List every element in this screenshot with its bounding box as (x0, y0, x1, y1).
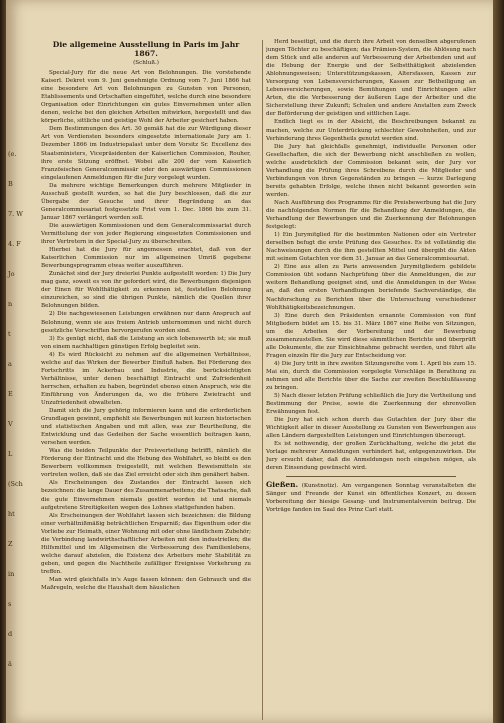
margin-note: 7. W (8, 210, 23, 218)
right-column (266, 38, 476, 718)
margin-notes (6, 0, 36, 723)
article-subtitle: (Schluß.) (133, 60, 159, 66)
paragraph: 4) Es wird Rücksicht zu nehmen auf die allgemeinen Verhältnisse, welche auf das Wirken der Bewerber Einfluß haben. Bei Förderung des Fortschritts im Ackerbau und Industrie, die berücksichtigten Verhältnisse, unter denen beschäftigt Eintracht und Zufriedenheit herrschen, erhalten zu haben, begründet ebenso einen Anspruch, wie die Einführung von Änderungen da, wo die frühere Zwietracht und Unzufriedenheit obwalteten. (41, 351, 251, 406)
margin-note: in (8, 570, 15, 578)
page-edge (493, 0, 504, 723)
margin-note: a (8, 360, 12, 368)
paragraph: 2) Eine aus allen zu Paris anwesenden Jurymitgliedern gebildete Commission übt sodann Nachprüfung über die Anmeldungen, die zur weitern Behandlung geeignet sind, und die Anmeldungen in der Weise an, daß den ersten Verhandlungen beriefende Sachverständige, die Nachforschung zu Berichten über die Untersuchung verschiedener Wohlthätigkeitsbezeichnungen. (266, 264, 476, 311)
margin-note: t (8, 330, 11, 338)
paragraph: Es ist nothwendig, der großen Zurückhaltung, welche die jetzt die Vorlage mehrerer Anmeldungen verhindert hat, entgegenzuwirken. Die Jury ersucht daher, daß die Anmeldungen noch eingehen mögen, als deren Einsendung gewünscht wird. (266, 441, 476, 472)
margin-note: (e. (8, 150, 17, 158)
paragraph: Als Erscheinungen der Wohlfahrt lassen sich bezeichnen: die Bildung einer verhältnißmäßig beträchtlichen Ersparniß; das Eigenthum oder die Vorliebe zur Heimath, einer Wohnung mit oder ohne ländlichem Zubehör; die Verbindung landwirthschaftlicher Arbeiten mit den industriellen; die Hilfsmittel und im Allgemeinen die Verbesserung des Familienlebens, welche darauf abzielen, die Existenz des Arbeiters mehr Stabilität zu geben, und gegen die Nachtheile zufälliger Ereignisse Vorkehrung zu treffen. (41, 512, 251, 575)
margin-note: Z (8, 540, 13, 548)
column-divider (262, 40, 263, 720)
paragraph: 5) Nach dieser letzten Prüfung schließlich die Jury die Vertheilung und Bestimmung der Preise, sowie die Zuerkennung der ehrenvollen Erwähnungen fest. (266, 393, 476, 416)
paragraph: Special-Jury für die neue Art von Belohnungen. Die vorstehende Kaiserl. Dekret vom 9. Juni genehmigte Ordnung vom 7. Juni 1866 hat eine besondere Art von Belohnungen zu Gunsten von Personen, Etablissements und Ortschaften eingeführt, welche durch eine besondere Organisation oder Einrichtungen ein gutes Einvernehmen unter allen denen, welche bei den gleichen Arbeiten mitwirken, hergestellt und das körperliche, sittliche und geistige Wohl der Arbeiter gesichert haben. (41, 70, 251, 125)
paragraph: Nach Ausführung des Programms für die Preisbewerbung hat die Jury die nachfolgenden Normen für die Behandlung der Anmeldungen, die Verhandlung der Bewerbungen und die Zuerkennung der Belohnungen festgelegt: (266, 199, 476, 231)
margin-note: V (8, 420, 13, 428)
margin-note: n (8, 300, 13, 308)
left-paragraphs (41, 69, 251, 592)
paragraph: 3) Es genügt nicht, daß die Leistung an sich lobenswerth ist; sie muß von einem nachhaltigen günstigen Erfolg begleitet sein. (41, 335, 251, 350)
article-title: Die allgemeine Ausstellung in Paris im Jahr 1867. (52, 40, 240, 58)
newspaper-page (6, 0, 493, 723)
left-column (41, 40, 251, 680)
paragraph: Dem Bestimmungen des Art. 30 gemäß hat die zur Würdigung dieser Art von Verdiensten besonders eingesetzte internationale Jury am 1. Dezember 1866 im Industriepalast unter dem Vorsitz Sr. Excellenz des Staatsministers, Vicepräsidenten der Kaiserlichen Commission, Rouher, ihre erste Sitzung eröffnet. Wobei alle 200 der vom Kaiserlich Französischen Generalcommissär oder den auswärtigen Commissionen eingelaufenen Anmeldungen für die Jury vorgelegt wurden. (41, 126, 251, 181)
paragraph: Was die beiden Teilpunkte der Preisverteilung betrifft, nämlich die Förderung der Eintracht und die Hebung des Wohlfahrt, so bleibt es den Bewerbern vollkommen freigestellt, mit welchen Beweismitteln sie vortreten wollen, daß sie das Ziel erreicht oder sich ihm genähert haben. (41, 448, 251, 479)
margin-note: B (8, 180, 13, 188)
margin-note: s (8, 600, 12, 608)
paragraph: 2) Die nachgewiesenen Leistungen erwähnen nur dann Anspruch auf Belohnung, wenn sie aus freiem Antrieb unternommen und nicht durch gesetzliche Vorschriften hervorgerufen worden sind. (41, 311, 251, 334)
margin-note: (Sch (8, 480, 23, 488)
paragraph: Man wird gleichfalls in's Auge fassen können: den Gebrauch und die Maßregeln, welche die Haushalt dem häuslichen (41, 577, 251, 592)
margin-note: E (8, 390, 13, 398)
news-item-text: (Kunstnotiz). Am vergangenen Sonntag veranstalteten die Sänger und Freunde der Kunst ein öffentliches Konzert, zu dessen Vorbereitung der hiesige Gesang- und Instrumentalverein beitrug. Die Vorträge fanden im Saal des Prinz Carl statt. (266, 482, 476, 513)
margin-note: Jo (8, 270, 15, 278)
paragraph: Die Jury hat gleichfalls genehmigt, individuelle Personen oder Gesellschaften, die sich der Bewerbung nicht anschließen zu wollen, welche ausdrücklich der Commission bekannt sein, der Jury vor Verhandlung die Prüfung ihres Schreibens durch die Mitglieder und Verbindungen von ihren Gegenständen zu bringen — kurze Darlegung bereits gehabten Erfolge, welche ihnen nicht bekannt geworden sein werden. (266, 143, 476, 198)
paragraph: 4) Die Jury tritt in ihre zweiten Sitzungsreihe vom 1. April bis zum 15. Mai ein, durch die Commission vorgelegte Vorschläge in Berathung zu nehmen und alle Berichte über die Sache zur zweiten Beschlußfassung zu bringen. (266, 360, 476, 392)
paragraph: Die auswärtigen Kommissionen und dem Generalcommissariat durch Vermittelung der von jeder Regierung eingesetzten Commissionen und ihrer Vertretern in der Special-Jury zu überschreiten. (41, 222, 251, 246)
margin-note: 4. F (8, 240, 21, 248)
paragraph: Damit sich die Jury gehörig informieren kann und die erforderlichen Grundlagen gewinnt, empfiehlt sie Bewerbungen mit kurzen historischen und statistischen Angaben und mit allen, was zur Beurtheilung, die Entwicklung und das Gedeihen der Sache wesentlich beitragen kann, versehen werden. (41, 408, 251, 447)
news-item-title: Gießen. (266, 479, 299, 489)
paragraph: Die Jury hat sich schon durch das Gutachten der Jury über die Wichtigkeit aller in dieser Ausstellung zu Gunsten von Bewerbungen aus allen Ländern dargestellten Leistungen und Einrichtungen überzeugt. (266, 417, 476, 440)
right-paragraphs (266, 38, 476, 473)
margin-note: d (8, 630, 13, 638)
margin-note: L (8, 450, 13, 458)
paragraph: Da mehrere wichtige Bemerkungen durch mehrere Mitglieder in Ausschuß gestellt wurden, so hat die Jury beschlossen, daß die zur Übergabe der Gesuche und ihrer Begründung an das Generalcommissariat festgesetzte Frist vom 1. Dec. 1866 bis zum 31. Januar 1867 verlängert werden soll. (41, 182, 251, 221)
paragraph: 1) Ein Jurymitglied für die bestimmten Nationen oder ein Vertreter derselben befugt die erste Prüfung des Gesuches. Es ist vollständig die Nachweisungen durch die ihm gestellten Mittel und übergibt die Akten mit seinem Gutachten vor dem 31. Januar an das Generalcommissariat. (266, 232, 476, 263)
paragraph: Zunächst sind der Jury dreierlei Punkte aufgestellt worden: 1) Die Jury mag ganz, soweit es von ihr gefordert wird, die Bewerbungen diejenigen der Einen für Wohlthätigkeit zu erkennen ist, feststellen Belohnung einzureichen, so sind die übrigen Punkte, nämlich die Quellen ihrer Belohnungen bilden. (41, 271, 251, 310)
paragraph: Hierbei hat die Jury für angemessen erachtet, daß von der Kaiserlichen Commission nur im allgemeinen Umriß gegebene Bewerbungsprogramm etwas weiter auszuführen. (41, 247, 251, 270)
paragraph: Endlich liegt es in der Absicht, die Beschreibungen bekannt zu machen, welche zur Unterdrückung schlechter Gewohnheiten, und zur Verhinderung ihres Gegentheils genutzt werden sind. (266, 119, 476, 142)
margin-note: ht (8, 510, 15, 518)
paragraph: 3) Eine durch den Präsidenten ernannte Commission von fünf Mitgliedern bildet am 15. bis 31. März 1867 eine Reihe von Sitzungen, um die Arbeiten der Vorbereitung und der Bewerbung zusammenzustellen. Sie wird diese sämmtlichen Berichte und überprüft alle Dokumente, die zur Einsichtnahme gebracht werden, und führt alle Fragen einzeln für die Jury zur Entscheidung vor. (266, 312, 476, 359)
paragraph: Als Erscheinungen des Zustandes der Eintracht lassen sich bezeichnen: die lange Dauer des Zusammenarbeitens; die Thatsache, daß die gute Einvernehmen niemals gestört worden ist und niemals aufgetretene Streitigkeiten wegen des Lohnes stattgefunden haben. (41, 480, 251, 511)
margin-note: ä (8, 660, 12, 668)
section-rule (286, 476, 456, 477)
paragraph: Herd beseitigt, und die durch ihre Arbeit von denselben abgerufenen jungen Töchter zu beschäftigen; das Prämien-System, die Ablösung nach dem Stück und alle anderen auf Verbesserung der Arbeitenden und auf die Hebung der Energie und der Selbstthätigkeit abzielenden Ablohnungsweisen; Unterstützungskassen, Altersfassen, Kassen zur Versorgung von Lebensversicherungen, Kassen zur Betheiligung an Lebensversicherungen, sowie Bemühungen und Einrichtungen aller Arten, die die Verbesserung der äußeren Lage der Arbeiter und die Sicherstellung ihrer Zukunft; Schulen und andere Anstalten zum Zweck der Beförderung der geistigen und sittlichen Lage. (266, 39, 476, 118)
